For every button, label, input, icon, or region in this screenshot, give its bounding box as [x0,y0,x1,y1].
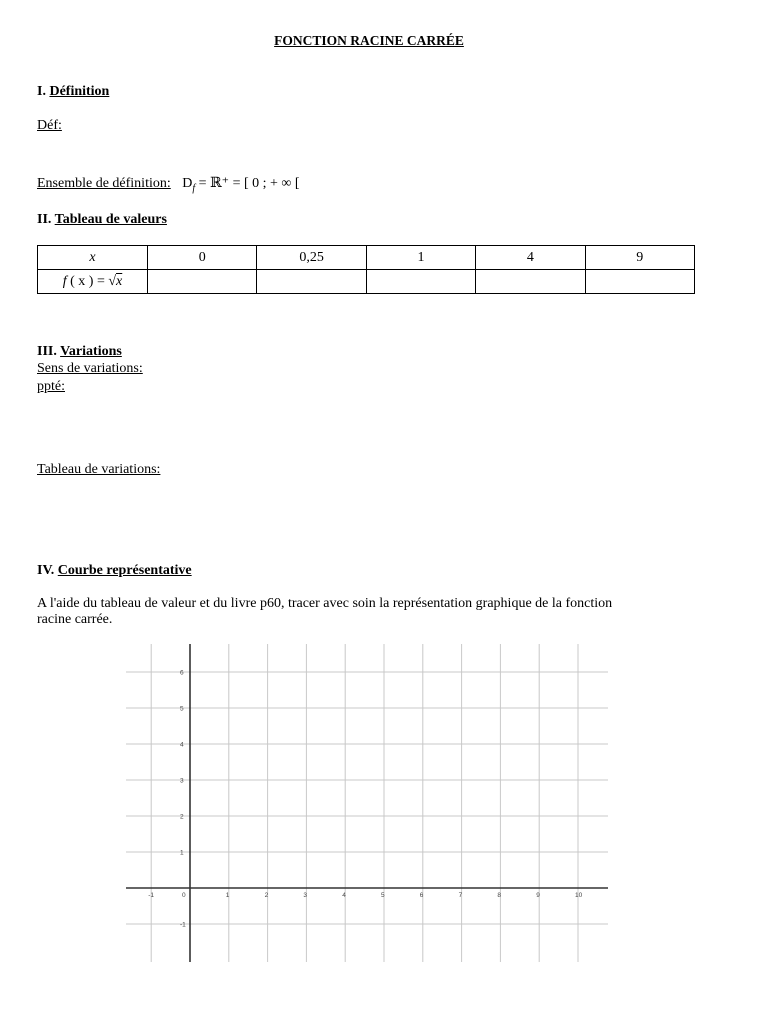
x-tick-label: 8 [497,892,502,899]
table-cell-empty [585,270,694,294]
table-header-fx: f ( x ) = √x [38,270,148,294]
x-tick-label: 10 [575,892,583,899]
section-1-number: I. [37,84,46,99]
x-tick-label: 6 [419,892,424,899]
table-cell-empty [148,270,257,294]
section-1-heading [37,84,109,100]
definition-label: Déf: [37,118,62,133]
y-tick-label: 1 [180,849,184,857]
section-2-number: II. [37,212,52,227]
y-tick-label: 2 [180,813,184,821]
x-tick-label: -1 [148,892,154,899]
section-2-title: Tableau de valeurs [54,212,167,227]
x-tick-label: 5 [381,892,385,899]
section-3-title: Variations [60,344,122,359]
axes [126,644,608,962]
section-4-title: Courbe représentative [57,563,192,578]
domain-formula: $D_f$ = ℝ⁺ = [ 0 ; + ∞ [ [182,176,300,194]
y-tick-label: 3 [180,777,184,785]
section-3-number: III. [37,344,57,359]
domain-line [37,175,300,194]
page-title: FONCTION RACINE CARRÉE [274,33,464,48]
y-tick-label: -1 [180,921,186,929]
table-row-x [38,246,695,270]
tableau-variations-label: Tableau de variations: [37,462,161,477]
table-cell-empty [257,270,366,294]
table-cell-empty [366,270,475,294]
x-tick-label: 1 [225,892,230,899]
x-tick-label: 7 [458,892,463,899]
section-4-heading [37,563,192,579]
coordinate-grid [126,644,608,962]
x-tick-label: 9 [536,892,540,899]
table-row-fx [38,270,695,294]
values-table [37,245,695,294]
sens-variations-label: Sens de variations: [37,361,143,376]
x-tick-label: 0 [182,892,186,899]
table-header-x: x [38,246,148,270]
table-cell-empty [476,270,585,294]
y-tick-label: 6 [180,669,184,677]
section-2-heading [37,212,167,228]
table-cell: 4 [476,246,585,270]
y-tick-label: 4 [180,741,184,749]
instruction-text: A l'aide du tableau de valeur et du livre p60, tracer avec soin la représentation graphique de la fonction racine carrée. [37,596,613,627]
x-tick-label: 3 [303,892,308,899]
x-tick-label: 2 [264,892,269,899]
table-cell: 9 [585,246,694,270]
table-cell: 0 [148,246,257,270]
domain-label: Ensemble de définition: [37,176,171,191]
propriete-label: ppté: [37,379,65,394]
section-1-title: Définition [49,84,110,99]
section-4-number: IV. [37,563,55,578]
x-tick-label: 4 [342,892,346,899]
table-cell: 1 [366,246,475,270]
section-3-heading [37,344,122,360]
y-tick-label: 5 [180,705,184,713]
table-cell: 0,25 [257,246,366,270]
grid-lines [126,644,608,962]
